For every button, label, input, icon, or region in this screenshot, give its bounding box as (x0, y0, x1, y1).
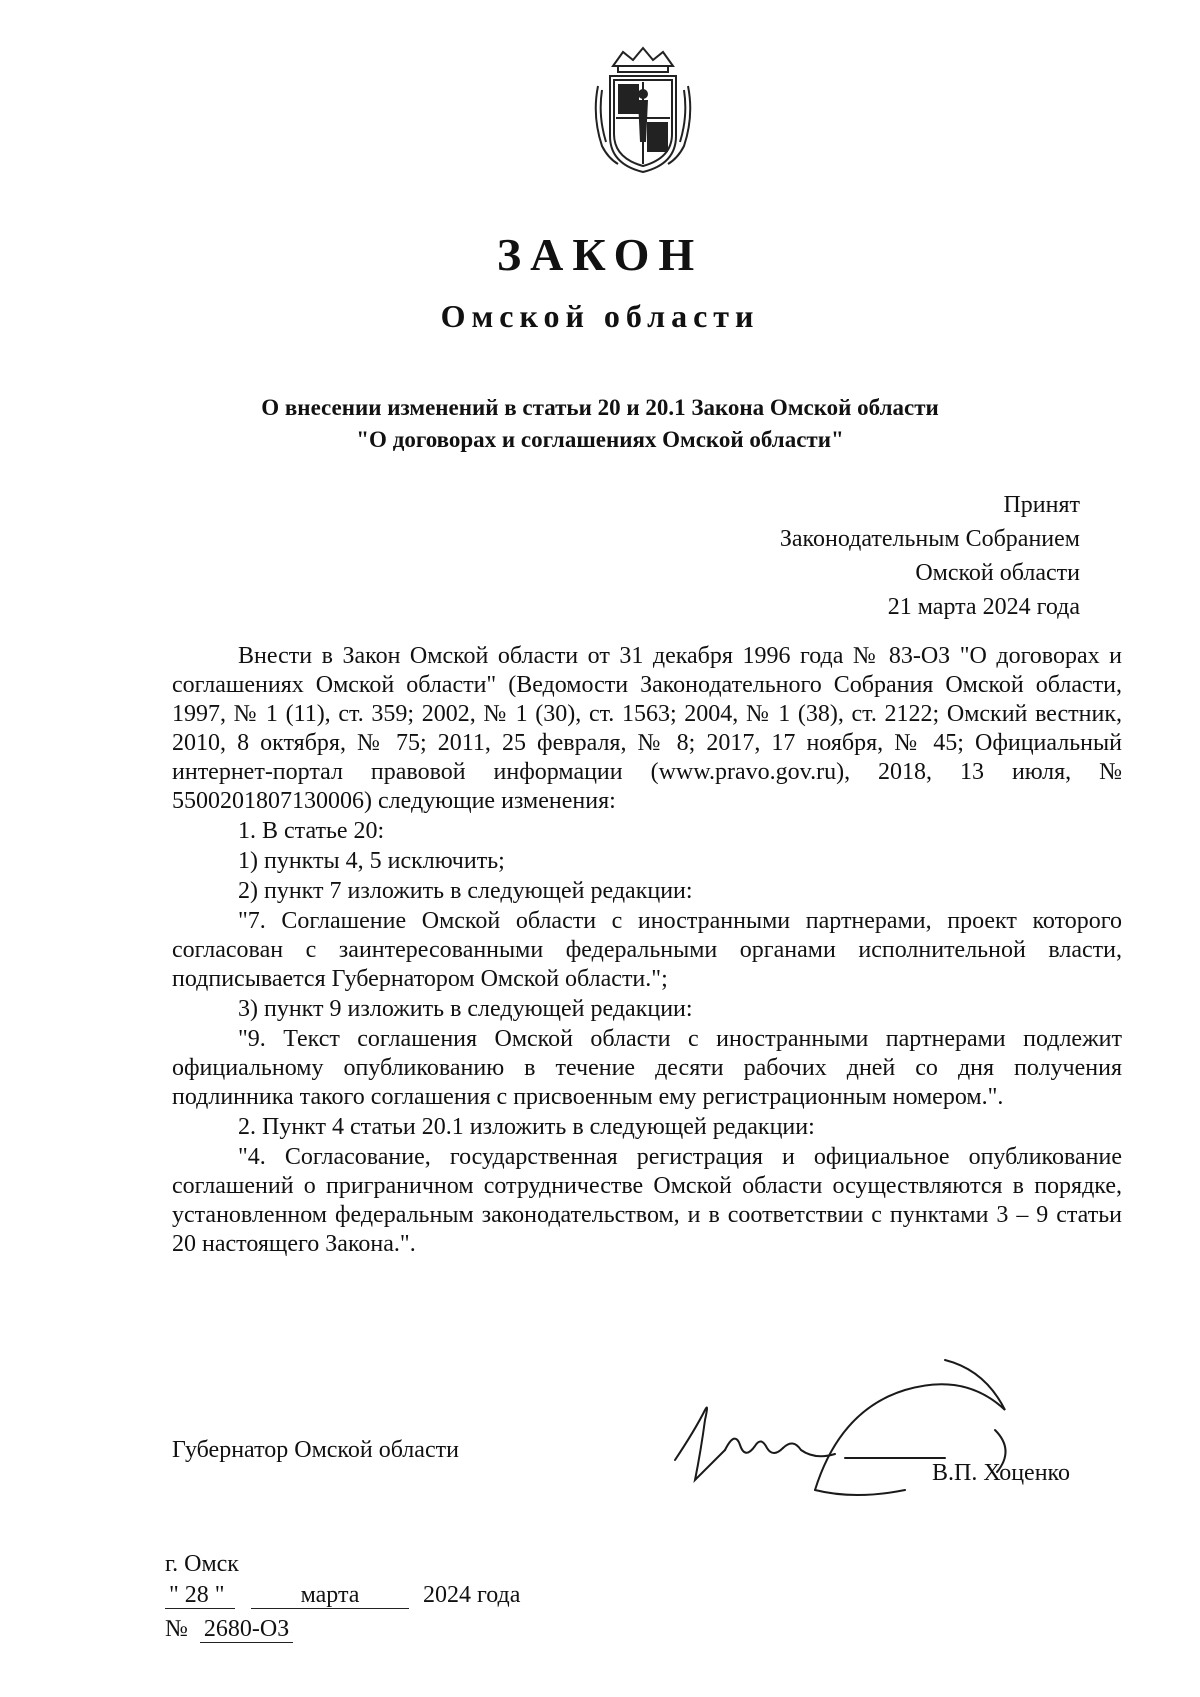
adoption-line-1: Принят (1003, 492, 1080, 518)
law-subject-line-2: "О договорах и соглашениях Омской области" (356, 427, 844, 452)
document-title: ЗАКОН (496, 229, 704, 280)
body-paragraph-intro: Внести в Закон Омской области от 31 декабря 1996 года № 83-ОЗ "О договорах и соглашениях Омской области" (Ведомости Законодательного Собрания Омской области, 1997, № 1 (11), ст. 359; 2002, № 1 (30), ст. 1563; 2004, № 1 (38), ст. 2122; Омский вестник, 2010, 8 октября, № 75; 2011, 25 февраля, № 8; 2017, 17 ноября, № 45; Официальный интернет-портал правовой информации (www.pravo.gov.ru), 2018, 13 июля, № 5500201807130006) следующие изменения: (172, 643, 1122, 814)
governor-position: Губернатор Омской области (172, 1437, 459, 1463)
adoption-block (780, 488, 1080, 624)
city: г. Омск (165, 1551, 239, 1577)
governor-name: В.П. Хоценко (932, 1460, 1070, 1486)
number-sign: № (165, 1616, 188, 1642)
coat-of-arms-emblem (588, 46, 698, 176)
law-body (172, 642, 1122, 1260)
signing-day: " 28 " (165, 1582, 235, 1609)
law-subject (0, 392, 1200, 456)
law-subject-line-1: О внесении изменений в статьи 20 и 20.1 Закона Омской области (261, 395, 939, 420)
adoption-date: 21 марта 2024 года (887, 594, 1080, 620)
signing-month: марта (251, 1582, 409, 1609)
adoption-line-3: Омской области (915, 560, 1080, 586)
law-number (165, 1616, 293, 1643)
body-quote-point-7: "7. Соглашение Омской области с иностранными партнерами, проект которого согласован с заинтересованными федеральными органами исполнительной власти, подписывается Губернатором Омской области."; (172, 908, 1122, 992)
body-item-1: 1) пункты 4, 5 исключить; (238, 848, 505, 874)
law-number-value: 2680-ОЗ (200, 1616, 293, 1643)
body-item-article-20: 1. В статье 20: (238, 818, 385, 844)
signing-date (165, 1582, 520, 1609)
body-quote-point-9: "9. Текст соглашения Омской области с иностранными партнерами подлежит официальному опубликованию в течение десяти рабочих дней со дня получения подлинника такого соглашения с присвоенным ему регистрационным номером.". (172, 1026, 1122, 1110)
body-item-article-20-1: 2. Пункт 4 статьи 20.1 изложить в следующей редакции: (238, 1114, 815, 1140)
signing-year: 2024 года (423, 1582, 521, 1608)
body-item-2: 2) пункт 7 изложить в следующей редакции: (238, 878, 693, 904)
document-region: Омской области (440, 298, 760, 334)
adoption-line-2: Законодательным Собранием (779, 526, 1080, 552)
body-quote-point-4: "4. Согласование, государственная регистрация и официальное опубликование соглашений о приграничном сотрудничестве Омской области осуществляются в порядке, установленном федеральным законодательством, и в соответствии с пунктами 3 – 9 статьи 20 настоящего Закона.". (172, 1144, 1122, 1257)
body-item-3: 3) пункт 9 изложить в следующей редакции: (238, 996, 693, 1022)
